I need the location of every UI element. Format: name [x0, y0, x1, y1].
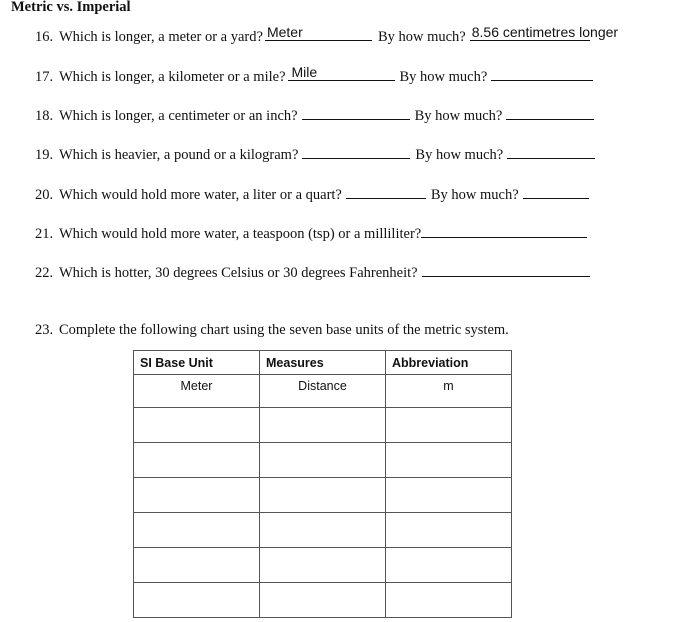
question-text: Which is hotter, 30 degrees Celsius or 30 degrees Fahrenheit?	[59, 265, 418, 281]
question-number: 20.	[35, 187, 54, 203]
by-how-much-answer: 8.56 centimetres longer	[471, 24, 619, 40]
answer-blank[interactable]	[422, 261, 590, 277]
question-number: 19.	[35, 147, 54, 163]
si-units-chart	[133, 350, 512, 618]
cell-unit[interactable]	[134, 513, 260, 548]
question-21	[35, 222, 587, 244]
cell-unit[interactable]	[134, 478, 260, 513]
table-row	[134, 408, 512, 443]
question-number: 22.	[35, 265, 54, 281]
question-text: Complete the following chart using the seven base units of the metric system.	[59, 322, 509, 338]
question-text: Which is longer, a meter or a yard?	[59, 29, 263, 45]
answer-blank[interactable]	[302, 104, 410, 120]
answer-blank[interactable]	[421, 222, 587, 238]
question-text: Which would hold more water, a teaspoon (tsp) or a milliliter?	[59, 226, 422, 242]
answer-text: Meter	[266, 24, 303, 40]
question-22	[35, 261, 590, 283]
header-measures: Measures	[260, 351, 386, 375]
by-how-much-blank[interactable]	[507, 143, 595, 159]
header-si-base-unit: SI Base Unit	[134, 351, 260, 375]
table-row	[134, 583, 512, 618]
question-23	[35, 320, 509, 340]
question-text: Which would hold more water, a liter or a quart?	[59, 187, 342, 203]
chart-header-row	[134, 351, 512, 375]
cell-unit[interactable]: Meter	[134, 375, 260, 408]
question-number: 16.	[35, 29, 54, 45]
table-row	[134, 375, 512, 408]
cell-measures[interactable]	[260, 478, 386, 513]
cell-unit[interactable]	[134, 408, 260, 443]
by-how-much-label: By how much?	[415, 147, 504, 163]
table-row	[134, 443, 512, 478]
question-number: 17.	[35, 69, 54, 85]
answer-blank[interactable]	[288, 65, 395, 81]
answer-text: Mile	[291, 64, 318, 80]
by-how-much-blank[interactable]	[506, 104, 594, 120]
question-number: 21.	[35, 226, 54, 242]
cell-abbreviation[interactable]	[386, 478, 512, 513]
by-how-much-label: By how much?	[430, 187, 519, 203]
cell-abbreviation[interactable]: m	[386, 375, 512, 408]
question-17	[35, 65, 593, 87]
by-how-much-blank[interactable]	[470, 24, 619, 41]
by-how-much-label: By how much?	[414, 108, 503, 124]
cell-unit[interactable]	[134, 583, 260, 618]
cell-measures[interactable]	[260, 583, 386, 618]
header-abbreviation: Abbreviation	[386, 351, 512, 375]
answer-blank[interactable]	[302, 143, 410, 159]
question-text: Which is longer, a centimeter or an inch?	[59, 108, 298, 124]
question-20	[35, 183, 589, 205]
table-row	[134, 478, 512, 513]
cell-abbreviation[interactable]	[386, 513, 512, 548]
cell-measures[interactable]	[260, 513, 386, 548]
cell-unit[interactable]	[134, 548, 260, 583]
cell-unit[interactable]	[134, 443, 260, 478]
cell-abbreviation[interactable]	[386, 408, 512, 443]
cell-abbreviation[interactable]	[386, 548, 512, 583]
question-number: 23.	[35, 322, 54, 338]
by-how-much-blank[interactable]	[491, 65, 593, 81]
question-16	[35, 24, 619, 47]
question-19	[35, 143, 595, 165]
cell-measures[interactable]	[260, 443, 386, 478]
by-how-much-blank[interactable]	[523, 183, 589, 199]
by-how-much-label: By how much?	[399, 69, 488, 85]
question-18	[35, 104, 594, 126]
table-row	[134, 513, 512, 548]
answer-blank[interactable]	[346, 183, 426, 199]
cell-abbreviation[interactable]	[386, 443, 512, 478]
table-row	[134, 548, 512, 583]
question-number: 18.	[35, 108, 54, 124]
by-how-much-label: By how much?	[377, 29, 466, 45]
worksheet-title: Metric vs. Imperial	[11, 0, 131, 15]
cell-abbreviation[interactable]	[386, 583, 512, 618]
question-text: Which is longer, a kilometer or a mile?	[59, 69, 286, 85]
cell-measures[interactable]: Distance	[260, 375, 386, 408]
question-text: Which is heavier, a pound or a kilogram?	[59, 147, 299, 163]
cell-measures[interactable]	[260, 408, 386, 443]
answer-blank[interactable]	[265, 25, 372, 41]
cell-measures[interactable]	[260, 548, 386, 583]
